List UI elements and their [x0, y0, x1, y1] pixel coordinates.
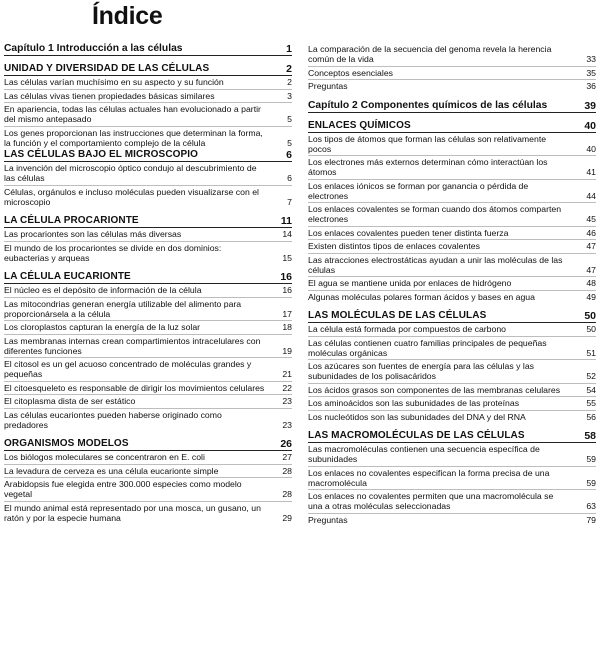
page-number: 44 [586, 190, 596, 201]
section-spacer [4, 208, 292, 215]
section-spacer [308, 113, 596, 120]
entry-title: Los aminoácidos son las subunidades de las proteínas [308, 398, 520, 408]
page-number: 50 [584, 310, 596, 322]
page-number: 47 [586, 264, 596, 275]
page-number: 28 [282, 489, 292, 499]
entry-title: Los enlaces covalentes se forman cuando dos átomos comparten electrones [308, 204, 562, 224]
chapter-heading[interactable] [308, 100, 596, 113]
toc-entry[interactable] [4, 90, 292, 104]
entry-title: Conceptos esenciales [308, 67, 393, 78]
page-number: 28 [282, 465, 292, 476]
toc-entry[interactable] [308, 360, 596, 384]
page-number: 54 [586, 384, 596, 395]
section-heading[interactable] [4, 149, 292, 162]
section-spacer [4, 264, 292, 271]
toc-entry[interactable] [4, 358, 292, 382]
toc-entry[interactable] [4, 465, 292, 479]
section-spacer [308, 303, 596, 310]
page-number: 35 [586, 67, 596, 78]
page-number: 58 [584, 430, 596, 442]
page-number: 29 [282, 512, 292, 523]
page-number: 39 [584, 99, 596, 112]
toc-entry[interactable] [4, 76, 292, 90]
page-number: 14 [282, 229, 292, 239]
page-number: 40 [586, 143, 596, 154]
page-number: 2 [287, 77, 292, 87]
heading-title: LAS MOLÉCULAS DE LAS CÉLULAS [308, 310, 487, 321]
page-number: 23 [282, 396, 292, 406]
entry-title: Las células varían muchísimo en su aspecto y su función [4, 77, 224, 87]
page-number: 1 [286, 43, 292, 55]
heading-title: Capítulo 1 Introducción a las células [4, 43, 183, 54]
toc-entry[interactable] [4, 382, 292, 396]
page-number: 33 [586, 54, 596, 64]
entry-title: Los nucleótidos son las subunidades del DNA y del RNA [308, 411, 526, 422]
page-number: 21 [282, 369, 292, 379]
toc-entry[interactable] [4, 284, 292, 298]
entry-title: Los enlaces no covalentes especifican la forma precisa de una macromolécula [308, 467, 550, 488]
toc-entry[interactable] [308, 133, 596, 157]
entry-title: La célula está formada por compuestos de carbono [308, 324, 507, 334]
page-number: 7 [287, 196, 292, 207]
toc-entry[interactable] [308, 67, 596, 81]
page-number: 16 [282, 285, 292, 295]
toc-entry[interactable] [308, 291, 596, 304]
toc-left-column [4, 43, 292, 524]
page-number: 5 [287, 114, 292, 124]
toc-entry[interactable] [308, 411, 596, 424]
entry-title: Las células contienen cuatro familias principales de pequeñas moléculas orgánicas [308, 337, 547, 358]
page-number: 47 [586, 241, 596, 251]
toc-entry[interactable] [308, 443, 596, 467]
toc-entry[interactable] [4, 228, 292, 242]
toc-entry[interactable] [4, 242, 292, 265]
entry-title: Las macromoléculas contienen una secuencia específica de subunidades [308, 444, 540, 464]
page-number: 56 [586, 411, 596, 422]
page-number: 59 [586, 454, 596, 464]
toc-entry[interactable] [308, 43, 596, 67]
toc-entry[interactable] [308, 254, 596, 278]
page-number: 40 [584, 119, 596, 132]
entry-title: Los ácidos grasos son componentes de las membranas celulares [308, 384, 561, 395]
section-spacer [308, 423, 596, 430]
section-heading[interactable] [4, 215, 292, 228]
entry-title: Los enlaces iónicos se forman por ganancia o pérdida de electrones [308, 180, 529, 201]
heading-title: ENLACES QUÍMICOS [308, 119, 411, 131]
entry-title: Preguntas [308, 81, 348, 91]
page-number: 63 [586, 501, 596, 511]
page-number: 45 [586, 214, 596, 224]
toc-entry[interactable] [308, 384, 596, 398]
entry-title: Los electrones más externos determinan cómo interactúan los átomos [308, 157, 548, 177]
page-number: 50 [586, 324, 596, 334]
entry-title: Las atracciones electrostáticas ayudan a unir las moléculas de las células [308, 254, 563, 275]
entry-title: En apariencia, todas las células actuales han evolucionado a partir del mismo antepasado [4, 104, 261, 124]
toc-entry[interactable] [308, 80, 596, 93]
entry-title: La levadura de cerveza es una célula eucarionte simple [4, 465, 219, 476]
section-heading[interactable] [308, 120, 596, 133]
toc-entry[interactable] [4, 103, 292, 127]
entry-title: Las células eucariontes pueden haberse originado como predadores [4, 409, 222, 430]
page-number: 59 [586, 477, 596, 488]
chapter-heading[interactable] [4, 43, 292, 56]
toc-entry[interactable] [308, 514, 596, 527]
heading-title: LA CÉLULA EUCARIONTE [4, 271, 131, 282]
entry-title: Las procariontes son las células más diversas [4, 229, 182, 239]
section-heading[interactable] [308, 310, 596, 323]
page-number: 51 [586, 347, 596, 358]
heading-title: LAS CÉLULAS BAJO EL MICROSCOPIO [4, 149, 199, 160]
toc-entry[interactable] [308, 203, 596, 227]
toc-entry[interactable] [4, 502, 292, 525]
page-number: 19 [282, 345, 292, 356]
entry-title: Los enlaces no covalentes permiten que una macromolécula se una a otras moléculas seleccionadas [308, 491, 554, 511]
section-spacer [308, 93, 596, 100]
toc-entry[interactable] [4, 409, 292, 432]
toc-entry[interactable] [4, 451, 292, 465]
entry-title: Las membranas internas crean compartimientos intracelulares con diferentes funciones [4, 335, 261, 356]
toc-entry[interactable] [308, 467, 596, 491]
section-heading[interactable] [308, 430, 596, 443]
toc-entry[interactable] [308, 180, 596, 204]
entry-title: Preguntas [308, 514, 348, 525]
page-number: 5 [287, 137, 292, 148]
page-number: 2 [286, 63, 292, 75]
entry-title: El núcleo es el depósito de información de la célula [4, 285, 202, 295]
entry-title: El mundo animal está representado por una mosca, un gusano, un ratón y por la especie humana [4, 502, 261, 523]
entry-title: Los cloroplastos capturan la energía de la luz solar [4, 322, 201, 332]
page-number: 55 [586, 398, 596, 408]
entry-title: El agua se mantiene unida por enlaces de hidrógeno [308, 278, 512, 288]
toc-entry[interactable] [308, 277, 596, 291]
toc-entry[interactable] [4, 186, 292, 209]
section-heading[interactable] [4, 271, 292, 284]
page-number: 15 [282, 252, 292, 263]
entry-title: Algunas moléculas polares forman ácidos y bases en agua [308, 291, 535, 302]
toc-entry[interactable] [308, 156, 596, 180]
entry-title: Los biólogos moleculares se concentraron en E. coli [4, 452, 205, 462]
toc-entry[interactable] [4, 321, 292, 335]
page-number: 23 [282, 419, 292, 430]
entry-title: La comparación de la secuencia del genoma revela la herencia común de la vida [308, 44, 552, 64]
toc-entry[interactable] [4, 478, 292, 502]
page-number: 46 [586, 227, 596, 238]
entry-title: Células, orgánulos e incluso moléculas pueden visualizarse con el microscopio [4, 186, 259, 207]
toc-entry[interactable] [4, 162, 292, 186]
toc-entry[interactable] [4, 395, 292, 409]
page-number: 41 [586, 167, 596, 177]
toc-entry[interactable] [308, 337, 596, 361]
entry-title: Los enlaces covalentes pueden tener distinta fuerza [308, 227, 509, 238]
entry-title: El mundo de los procariontes se divide en dos dominios: eubacterias y arqueas [4, 242, 222, 263]
toc-entry[interactable] [4, 298, 292, 322]
toc-entry[interactable] [308, 240, 596, 254]
page-number: 16 [280, 271, 292, 283]
entry-title: Las mitocondrias generan energía utilizable del alimento para proporcionársela a la célula [4, 298, 242, 319]
heading-title: ORGANISMOS MODELOS [4, 438, 129, 449]
entry-title: Los azúcares son fuentes de energía para las células y las subunidades de los polisacáridos [308, 361, 535, 381]
page-number: 18 [282, 322, 292, 332]
heading-title: LAS MACROMOLÉCULAS DE LAS CÉLULAS [308, 430, 525, 441]
page-number: 36 [586, 81, 596, 91]
page-number: 6 [287, 173, 292, 183]
page-number: 22 [282, 382, 292, 393]
page-number: 79 [586, 514, 596, 525]
section-spacer [4, 56, 292, 63]
entry-title: Existen distintos tipos de enlaces covalentes [308, 241, 480, 251]
entry-title: La invención del microscopio óptico condujo al descubrimiento de las células [4, 163, 257, 183]
toc-entry[interactable] [308, 227, 596, 241]
page-number: 26 [280, 438, 292, 450]
heading-title: Capítulo 2 Componentes químicos de las células [308, 99, 548, 111]
page-number: 6 [286, 149, 292, 161]
entry-title: El citoplasma dista de ser estático [4, 396, 136, 406]
page-title: Índice [92, 2, 163, 30]
entry-title: Las células vivas tienen propiedades básicas similares [4, 90, 215, 101]
toc-entry[interactable] [4, 127, 292, 150]
toc-entry[interactable] [308, 490, 596, 514]
heading-title: UNIDAD Y DIVERSIDAD DE LAS CÉLULAS [4, 63, 210, 74]
toc-entry[interactable] [308, 397, 596, 411]
page-number: 11 [280, 215, 292, 227]
section-spacer [4, 431, 292, 438]
entry-title: Los genes proporcionan las instrucciones que determinan la forma, la función y el comportamiento complejo de la célula [4, 127, 263, 148]
entry-title: Arabidopsis fue elegida entre 300.000 especies como modelo vegetal [4, 479, 242, 499]
page-number: 17 [282, 308, 292, 319]
entry-title: El citosol es un gel acuoso concentrado de moléculas grandes y pequeñas [4, 359, 252, 379]
page-number: 49 [586, 291, 596, 302]
heading-title: LA CÉLULA PROCARIONTE [4, 215, 139, 226]
page-number: 52 [586, 371, 596, 381]
toc-right-column [308, 43, 596, 526]
toc-entry[interactable] [4, 335, 292, 359]
entry-title: El citoesqueleto es responsable de dirigir los movimientos celulares [4, 382, 265, 393]
page-number: 3 [287, 90, 292, 101]
page-number: 48 [586, 278, 596, 288]
page-number: 27 [282, 452, 292, 462]
toc-entry[interactable] [308, 323, 596, 337]
entry-title: Los tipos de átomos que forman las células son relativamente pocos [308, 133, 547, 154]
section-heading[interactable] [4, 63, 292, 76]
section-heading[interactable] [4, 438, 292, 451]
